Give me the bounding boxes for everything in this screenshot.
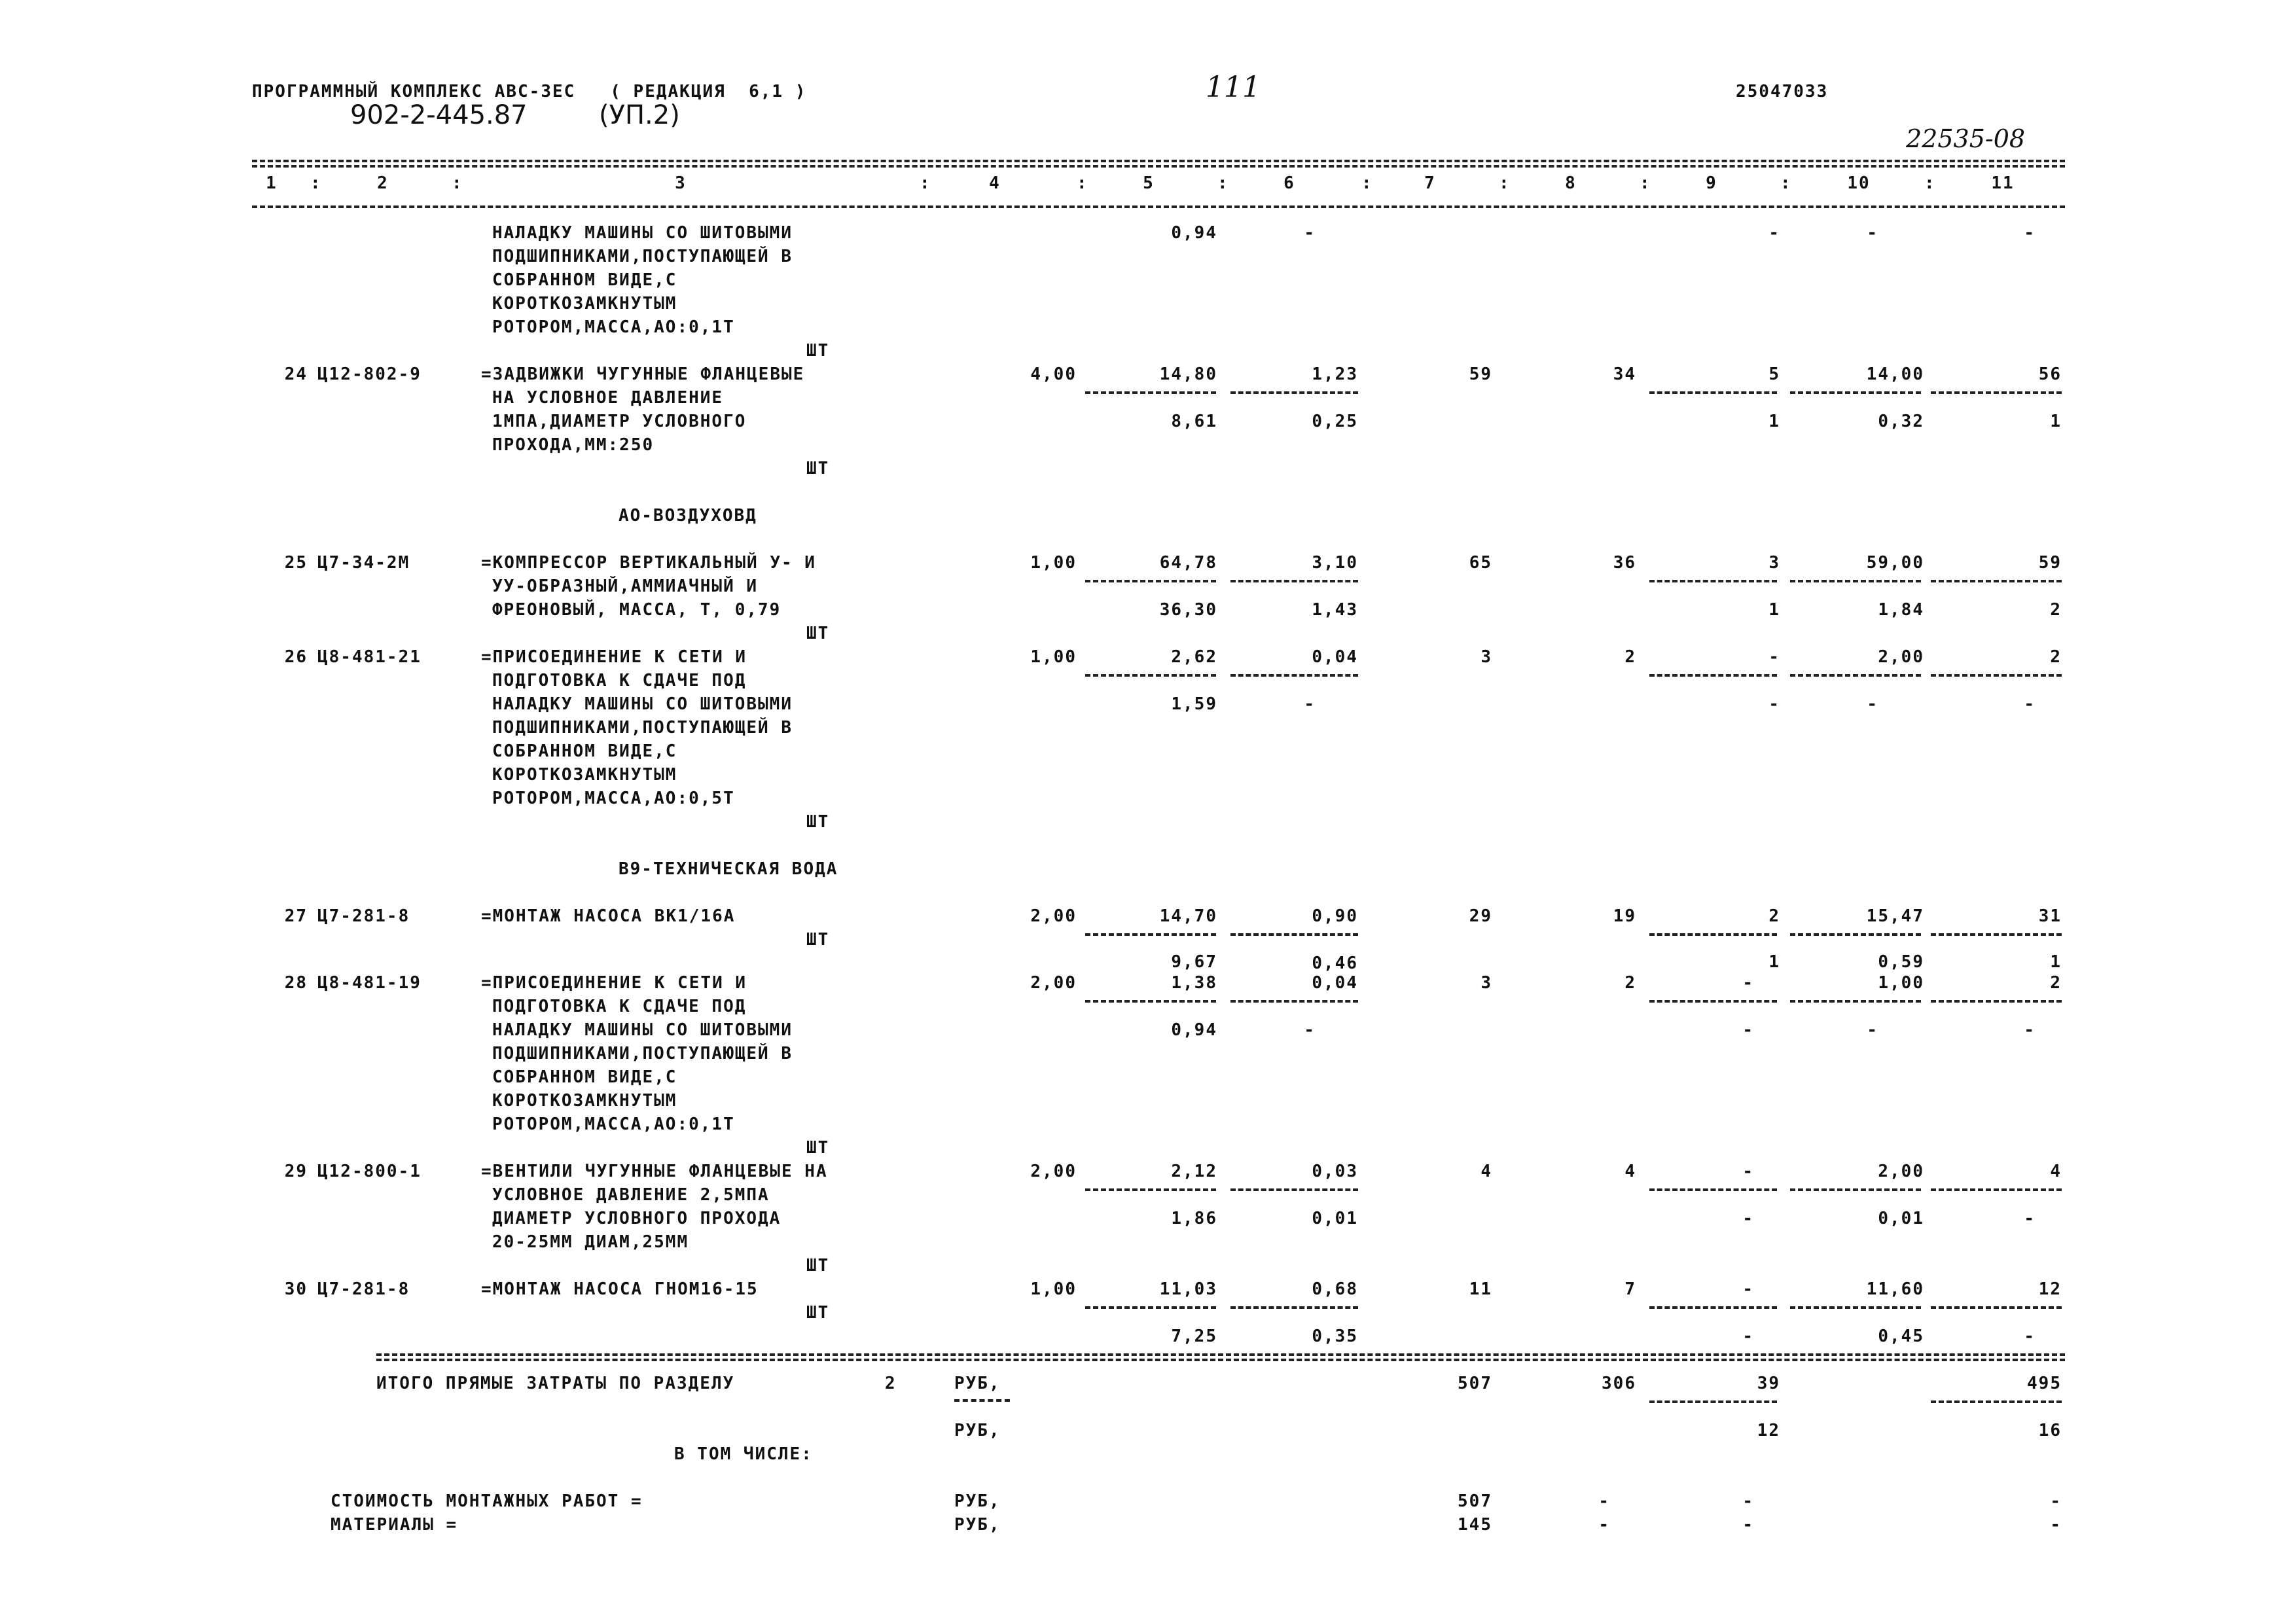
cell-c11a: 31 — [2038, 906, 2062, 926]
row-desc-line: КОРОТКОЗАМКНУТЫМ — [492, 294, 677, 313]
totals-rule-2 — [376, 1359, 2065, 1361]
row-number: 25 — [284, 553, 308, 573]
album-label: (УП.2) — [599, 100, 680, 130]
row-desc-line: НА УСЛОВНОЕ ДАВЛЕНИЕ — [492, 388, 724, 408]
cell-c11a: 12 — [2038, 1279, 2062, 1299]
cell-c10a: 59,00 — [1866, 553, 1924, 573]
subrule — [1790, 391, 1921, 394]
cell-c6b: 0,46 — [1312, 954, 1358, 973]
cell-c6a: 3,10 — [1312, 553, 1358, 573]
cell-c5a: 64,78 — [1159, 553, 1217, 573]
totals-unit: РУБ, — [954, 1374, 1001, 1393]
subrule — [1931, 1188, 2062, 1191]
col-1: 1 — [266, 173, 278, 193]
row-desc-line: ПОДГОТОВКА К СДАЧЕ ПОД — [492, 671, 747, 690]
subrule — [1649, 391, 1777, 394]
cell-c5b: 1,59 — [1171, 694, 1217, 714]
cell-c5b: 9,67 — [1171, 952, 1217, 972]
mount-cost-unit: РУБ, — [954, 1491, 1001, 1511]
row-desc-line: КОРОТКОЗАМКНУТЫМ — [492, 1091, 677, 1111]
subrule — [1931, 933, 2062, 936]
cell-c8: 2 — [1624, 973, 1636, 993]
col-4: 4 — [989, 173, 1001, 193]
materials-unit: РУБ, — [954, 1515, 1001, 1535]
row-code: Ц8-481-19 — [317, 973, 422, 993]
row-unit: ШТ — [806, 1303, 830, 1323]
cell-c6a: 0,90 — [1312, 906, 1358, 926]
row-desc-line: ПОДГОТОВКА К СДАЧЕ ПОД — [492, 997, 747, 1016]
cell-c5b: 1,86 — [1171, 1209, 1217, 1228]
sheet-ref: 22535-08 — [1906, 124, 2026, 153]
row-number: 26 — [284, 647, 308, 667]
col-sep: : — [310, 173, 322, 193]
row-desc-line: =МОНТАЖ НАСОСА ВК1/16А — [481, 906, 736, 926]
mount-cost-c9: - — [1742, 1491, 1754, 1511]
cell-c8: 34 — [1613, 365, 1636, 384]
cell-c11b: - — [2024, 1209, 2036, 1228]
cell-c10b: 1,84 — [1878, 600, 1924, 620]
row-desc-line: УСЛОВНОЕ ДАВЛЕНИЕ 2,5МПА — [492, 1185, 770, 1205]
col-3: 3 — [675, 173, 687, 193]
including-label: В ТОМ ЧИСЛЕ: — [674, 1444, 813, 1464]
subrule — [1649, 1400, 1777, 1403]
col-2: 2 — [377, 173, 389, 193]
cell-c9a: - — [1768, 647, 1780, 667]
row-code: Ц8-481-21 — [317, 647, 422, 667]
subrule — [1649, 580, 1777, 582]
cell-c5b: 8,61 — [1171, 412, 1217, 431]
row-code: Ц7-281-8 — [317, 1279, 410, 1299]
totals-c9a: 39 — [1757, 1374, 1780, 1393]
cell-c9a: 5 — [1768, 365, 1780, 384]
cell-c7: 65 — [1469, 553, 1492, 573]
cell-c5b: 7,25 — [1171, 1327, 1217, 1346]
col-6: 6 — [1283, 173, 1295, 193]
row-desc-line: ПОДШИПНИКАМИ,ПОСТУПАЮЩЕЙ В — [492, 247, 793, 266]
row-desc-line: СОБРАННОМ ВИДЕ,С — [492, 1067, 677, 1087]
subrule — [1931, 674, 2062, 677]
subrule — [1230, 391, 1358, 394]
cell-c5a: 2,12 — [1171, 1162, 1217, 1181]
cell-c6a: 0,04 — [1312, 647, 1358, 667]
totals-rule — [376, 1353, 2065, 1356]
row-desc-line: РОТОРОМ,МАССА,АО:0,5Т — [492, 789, 735, 808]
subrule — [1085, 1306, 1216, 1309]
cell-c8: 4 — [1624, 1162, 1636, 1181]
cell-c10b: 0,59 — [1878, 952, 1924, 972]
col-sep: : — [1217, 173, 1229, 193]
subrule — [1085, 580, 1216, 582]
row-desc-line: =КОМПРЕССОР ВЕРТИКАЛЬНЫЙ У- И — [481, 553, 816, 573]
subrule — [1230, 1306, 1358, 1309]
row-desc-line: ПОДШИПНИКАМИ,ПОСТУПАЮЩЕЙ В — [492, 718, 793, 738]
materials-c11: - — [2050, 1515, 2062, 1535]
cell-c11b: - — [2024, 223, 2036, 243]
cell-c9a: 3 — [1768, 553, 1780, 573]
cell-c10b: 0,32 — [1878, 412, 1924, 431]
header-rule-top-2 — [252, 165, 2065, 168]
subrule — [1230, 674, 1358, 677]
col-sep: : — [1499, 173, 1511, 193]
row-unit: ШТ — [806, 624, 830, 643]
row-number: 24 — [284, 365, 308, 384]
row-number: 28 — [284, 973, 308, 993]
subrule — [1649, 1188, 1777, 1191]
cell-c11b: - — [2024, 1327, 2036, 1346]
cell-c10a: 11,60 — [1866, 1279, 1924, 1299]
col-sep: : — [1640, 173, 1651, 193]
mount-cost-c11: - — [2050, 1491, 2062, 1511]
cell-c10a: 2,00 — [1878, 1162, 1924, 1181]
subrule — [1931, 391, 2062, 394]
cell-c9b: - — [1742, 1209, 1754, 1228]
cell-c9a: - — [1742, 973, 1754, 993]
row-code: Ц12-800-1 — [317, 1162, 422, 1181]
cell-c6a: 1,23 — [1312, 365, 1358, 384]
cell-c5b: 0,94 — [1171, 1020, 1217, 1040]
row-unit: ШТ — [806, 812, 830, 832]
row-desc-line: НАЛАДКУ МАШИНЫ СО ШИТОВЫМИ — [492, 694, 793, 714]
row-desc-line: =ВЕНТИЛИ ЧУГУННЫЕ ФЛАНЦЕВЫЕ НА — [481, 1162, 828, 1181]
col-7: 7 — [1424, 173, 1436, 193]
subrule — [1230, 1000, 1358, 1003]
cell-c7: 3 — [1480, 973, 1492, 993]
col-8: 8 — [1565, 173, 1577, 193]
col-sep: : — [452, 173, 463, 193]
cell-c11a: 4 — [2050, 1162, 2062, 1181]
cell-c11b: - — [2024, 1020, 2036, 1040]
col-sep: : — [1361, 173, 1373, 193]
row-desc-line: ДИАМЕТР УСЛОВНОГО ПРОХОДА — [492, 1209, 781, 1228]
subrule — [1790, 1000, 1921, 1003]
cell-c6a: 0,04 — [1312, 973, 1358, 993]
row-code: Ц7-34-2М — [317, 553, 410, 573]
row-desc-line: КОРОТКОЗАМКНУТЫМ — [492, 765, 677, 785]
cell-c6b: - — [1304, 694, 1316, 714]
cell-c8: 2 — [1624, 647, 1636, 667]
cell-c9b: - — [1768, 694, 1780, 714]
cell-c6b: 0,35 — [1312, 1327, 1358, 1346]
subrule — [1230, 1188, 1358, 1191]
cell-c8: 19 — [1613, 906, 1636, 926]
subrule — [1230, 580, 1358, 582]
cell-c11b: 1 — [2050, 412, 2062, 431]
cell-c8: 36 — [1613, 553, 1636, 573]
materials-c9: - — [1742, 1515, 1754, 1535]
col-5: 5 — [1143, 173, 1155, 193]
subrule — [1649, 1306, 1777, 1309]
cell-c4: 2,00 — [1030, 906, 1077, 926]
mount-cost-label: СТОИМОСТЬ МОНТАЖНЫХ РАБОТ = — [331, 1491, 643, 1511]
subrule — [1085, 1000, 1216, 1003]
row-desc-line: =МОНТАЖ НАСОСА ГНОМ16-15 — [481, 1279, 759, 1299]
totals-c8: 306 — [1602, 1374, 1636, 1393]
cell-c9b: 1 — [1768, 600, 1780, 620]
col-sep: : — [1077, 173, 1088, 193]
totals-section-number: 2 — [885, 1374, 897, 1393]
section-title: В9-ТЕХНИЧЕСКАЯ ВОДА — [619, 859, 838, 879]
cell-c6b: - — [1304, 223, 1316, 243]
row-desc-line: =ПРИСОЕДИНЕНИЕ К СЕТИ И — [481, 647, 747, 667]
cell-c11a: 56 — [2038, 365, 2062, 384]
subrule — [1790, 580, 1921, 582]
subrule — [1931, 1306, 2062, 1309]
row-unit: ШТ — [806, 1138, 830, 1158]
cell-c7: 11 — [1469, 1279, 1492, 1299]
program-title: ПРОГРАММНЫЙ КОМПЛЕКС АВС-3ЕС ( РЕДАКЦИЯ 6,1 ) — [252, 82, 807, 101]
row-desc-line: НАЛАДКУ МАШИНЫ СО ШИТОВЫМИ — [492, 223, 793, 243]
subrule — [1790, 1188, 1921, 1191]
header-rule-bottom — [252, 205, 2065, 208]
subrule — [1230, 933, 1358, 936]
doc-code: 902-2-445.87 — [350, 100, 528, 130]
cell-c10a: 15,47 — [1866, 906, 1924, 926]
cell-c5b: 0,94 — [1171, 223, 1217, 243]
subrule — [1790, 933, 1921, 936]
cell-c9a: - — [1742, 1279, 1754, 1299]
code-right: 25047033 — [1736, 82, 1829, 101]
cell-c5a: 11,03 — [1159, 1279, 1217, 1299]
cell-c4: 4,00 — [1030, 365, 1077, 384]
cell-c5a: 14,70 — [1159, 906, 1217, 926]
cell-c7: 29 — [1469, 906, 1492, 926]
subrule — [1085, 391, 1216, 394]
cell-c5a: 2,62 — [1171, 647, 1217, 667]
subrule — [954, 1399, 1010, 1402]
cell-c6b: - — [1304, 1020, 1316, 1040]
row-desc-line: ФРЕОНОВЫЙ, МАССА, Т, 0,79 — [492, 600, 781, 620]
col-10: 10 — [1847, 173, 1871, 193]
cell-c5b: 36,30 — [1159, 600, 1217, 620]
row-code: Ц7-281-8 — [317, 906, 410, 926]
cell-c4: 1,00 — [1030, 647, 1077, 667]
cell-c7: 59 — [1469, 365, 1492, 384]
cell-c4: 1,00 — [1030, 553, 1077, 573]
row-desc-line: РОТОРОМ,МАССА,АО:0,1Т — [492, 1115, 735, 1134]
cell-c10a: 1,00 — [1878, 973, 1924, 993]
col-sep: : — [920, 173, 931, 193]
row-unit: ШТ — [806, 1256, 830, 1275]
cell-c9b: - — [1768, 223, 1780, 243]
col-11: 11 — [1991, 173, 2015, 193]
cell-c7: 3 — [1480, 647, 1492, 667]
cell-c6a: 0,68 — [1312, 1279, 1358, 1299]
cell-c5a: 14,80 — [1159, 365, 1217, 384]
row-desc-line: ПОДШИПНИКАМИ,ПОСТУПАЮЩЕЙ В — [492, 1044, 793, 1063]
cell-c6a: 0,03 — [1312, 1162, 1358, 1181]
mount-cost-c7: 507 — [1458, 1491, 1492, 1511]
cell-c7: 4 — [1480, 1162, 1492, 1181]
cell-c9b: - — [1742, 1327, 1754, 1346]
subrule — [1931, 1000, 2062, 1003]
section-title: АО-ВОЗДУХОВД — [619, 506, 757, 526]
row-desc-line: 20-25ММ ДИАМ,25ММ — [492, 1232, 689, 1252]
subrule — [1931, 580, 2062, 582]
header-rule-top — [252, 160, 2065, 162]
subrule — [1790, 674, 1921, 677]
row-desc-line: =ЗАДВИЖКИ ЧУГУННЫЕ ФЛАНЦЕВЫЕ — [481, 365, 805, 384]
materials-c8: - — [1598, 1515, 1610, 1535]
row-number: 27 — [284, 906, 308, 926]
totals-c9b: 12 — [1757, 1421, 1780, 1440]
col-9: 9 — [1706, 173, 1717, 193]
cell-c10a: 2,00 — [1878, 647, 1924, 667]
cell-c4: 2,00 — [1030, 973, 1077, 993]
row-desc-line: РОТОРОМ,МАССА,АО:0,1Т — [492, 317, 735, 337]
cell-c6b: 0,25 — [1312, 412, 1358, 431]
mount-cost-c8: - — [1598, 1491, 1610, 1511]
cell-c9b: 1 — [1768, 952, 1780, 972]
cell-c6b: 0,01 — [1312, 1209, 1358, 1228]
totals-unit: РУБ, — [954, 1421, 1001, 1440]
cell-c10b: - — [1867, 694, 1878, 714]
cell-c11a: 2 — [2050, 973, 2062, 993]
subrule — [1085, 1188, 1216, 1191]
totals-c11a: 495 — [2027, 1374, 2062, 1393]
cell-c9a: - — [1742, 1162, 1754, 1181]
cell-c10b: - — [1867, 223, 1878, 243]
row-desc-line: УУ-ОБРАЗНЫЙ,АММИАЧНЫЙ И — [492, 577, 759, 596]
cell-c4: 2,00 — [1030, 1162, 1077, 1181]
col-sep: : — [1780, 173, 1792, 193]
cell-c9b: 1 — [1768, 412, 1780, 431]
cell-c8: 7 — [1624, 1279, 1636, 1299]
cell-c9a: 2 — [1768, 906, 1780, 926]
cell-c11b: 2 — [2050, 600, 2062, 620]
totals-c7: 507 — [1458, 1374, 1492, 1393]
page-number: 111 — [1206, 71, 1261, 104]
row-desc-line: ПРОХОДА,ММ:250 — [492, 435, 655, 455]
cell-c9b: - — [1742, 1020, 1754, 1040]
row-desc-line: СОБРАННОМ ВИДЕ,С — [492, 270, 677, 290]
cell-c6b: 1,43 — [1312, 600, 1358, 620]
subrule — [1790, 1306, 1921, 1309]
row-desc-line: СОБРАННОМ ВИДЕ,С — [492, 741, 677, 761]
row-number: 29 — [284, 1162, 308, 1181]
subrule — [1649, 933, 1777, 936]
row-unit: ШТ — [806, 341, 830, 361]
subrule — [1931, 1400, 2062, 1403]
materials-label: МАТЕРИАЛЫ = — [331, 1515, 458, 1535]
cell-c11b: 1 — [2050, 952, 2062, 972]
row-desc-line: 1МПА,ДИАМЕТР УСЛОВНОГО — [492, 412, 747, 431]
row-code: Ц12-802-9 — [317, 365, 422, 384]
cell-c10b: 0,45 — [1878, 1327, 1924, 1346]
totals-label: ИТОГО ПРЯМЫЕ ЗАТРАТЫ ПО РАЗДЕЛУ — [376, 1374, 735, 1393]
cell-c11a: 59 — [2038, 553, 2062, 573]
subrule — [1085, 933, 1216, 936]
cell-c4: 1,00 — [1030, 1279, 1077, 1299]
row-number: 30 — [284, 1279, 308, 1299]
cell-c10a: 14,00 — [1866, 365, 1924, 384]
subrule — [1085, 674, 1216, 677]
cell-c10b: - — [1867, 1020, 1878, 1040]
subrule — [1649, 674, 1777, 677]
subrule — [1649, 1000, 1777, 1003]
col-sep: : — [1924, 173, 1936, 193]
materials-c7: 145 — [1458, 1515, 1492, 1535]
cell-c10b: 0,01 — [1878, 1209, 1924, 1228]
cell-c11b: - — [2024, 694, 2036, 714]
cell-c5a: 1,38 — [1171, 973, 1217, 993]
row-unit: ШТ — [806, 459, 830, 478]
totals-c11b: 16 — [2038, 1421, 2062, 1440]
row-desc-line: =ПРИСОЕДИНЕНИЕ К СЕТИ И — [481, 973, 747, 993]
row-desc-line: НАЛАДКУ МАШИНЫ СО ШИТОВЫМИ — [492, 1020, 793, 1040]
cell-c11a: 2 — [2050, 647, 2062, 667]
row-unit: ШТ — [806, 930, 830, 950]
